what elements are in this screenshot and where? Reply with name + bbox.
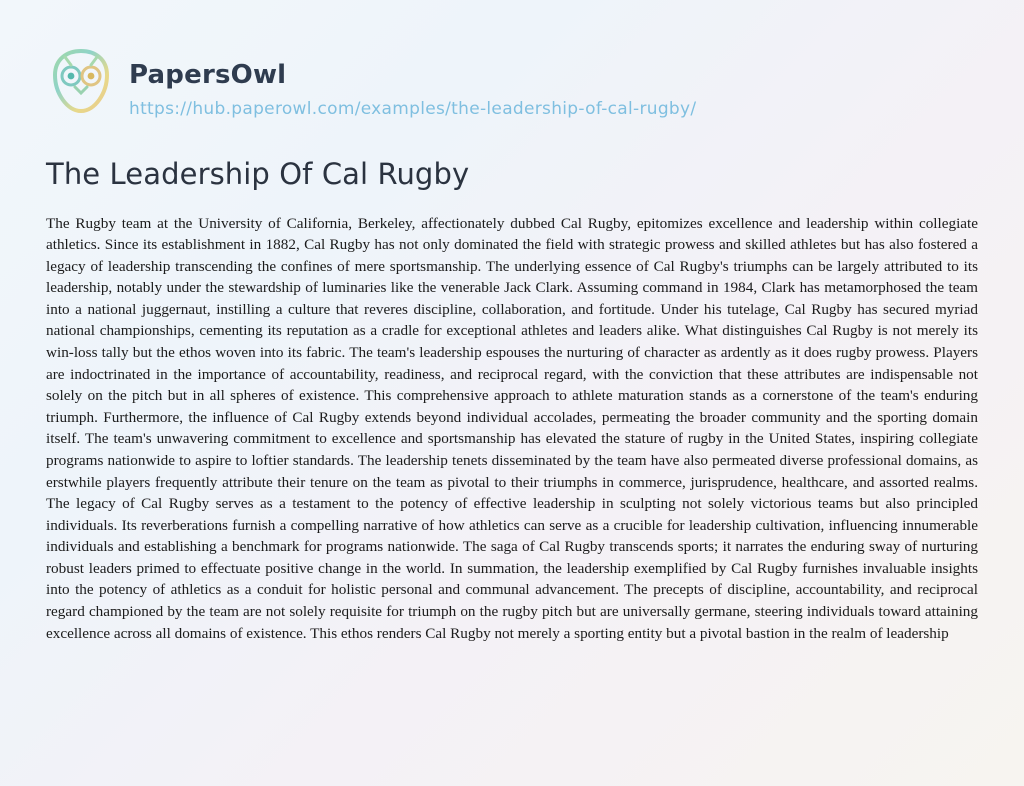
brand-block: [129, 45, 696, 119]
brand-name: PapersOwl: [129, 60, 287, 90]
document-body-text: The Rugby team at the University of California, Berkeley, affectionately dubbed Cal Rugby, epitomizes excellence and leadership within collegiate athletics. Since its establishment in 1882, Cal Rugby has not only dominated the field with strategic prowess and skilled athletes but has also fostered a legacy of leadership transcending the confines of mere sportsmanship. The underlying essence of Cal Rugby's triumphs can be largely attributed to its leadership, notably under the stewardship of luminaries like the venerable Jack Clark. Assuming command in 1984, Clark has metamorphosed the team into a national juggernaut, instilling a culture that reveres discipline, collaboration, and fortitude. Under his tutelage, Cal Rugby has secured myriad national championships, cementing its reputation as a cradle for exceptional athletes and leaders alike. What distinguishes Cal Rugby is not merely its win-loss tally but the ethos woven into its fabric. The team's leadership espouses the nurturing of character as ardently as it does rugby prowess. Players are indoctrinated in the importance of accountability, readiness, and reciprocal regard, with the conviction that these attributes are indispensable not solely on the pitch but in all spheres of existence. This comprehensive approach to athlete maturation stands as a cornerstone of the team's enduring triumph. Furthermore, the influence of Cal Rugby extends beyond individual accolades, permeating the broader community and the sporting domain itself. The team's unwavering commitment to excellence and sportsmanship has elevated the stature of rugby in the United States, inspiring collegiate programs nationwide to aspire to loftier standards. The leadership tenets disseminated by the team have also permeated diverse professional domains, as erstwhile players frequently attribute their tenure on the team as pivotal to their triumphs in commerce, jurisprudence, healthcare, and assorted realms. The legacy of Cal Rugby serves as a testament to the potency of effective leadership in sculpting not solely victorious teams but also principled individuals. Its reverberations furnish a compelling narrative of how athletics can serve as a crucible for leadership cultivation, influencing innumerable individuals and establishing a benchmark for programs nationwide. The saga of Cal Rugby transcends sports; it narrates the enduring sway of nurturing robust leaders primed to effectuate positive change in the world. In summation, the leadership exemplified by Cal Rugby furnishes invaluable insights into the potency of athletics as a conduit for holistic personal and communal advancement. The precepts of discipline, accountability, and reciprocal regard championed by the team are not solely requisite for triumph on the rugby pitch but are universally germane, steering individuals toward attaining excellence across all domains of existence. This ethos renders Cal Rugby not merely a sporting entity but a pivotal bastion in the realm of leadership: [46, 214, 978, 642]
page-title: The Leadership Of Cal Rugby: [46, 156, 470, 191]
owl-logo-icon: [45, 45, 117, 117]
site-header: [0, 0, 1024, 119]
source-url[interactable]: https://hub.paperowl.com/examples/the-leadership-of-cal-rugby/: [129, 98, 697, 119]
